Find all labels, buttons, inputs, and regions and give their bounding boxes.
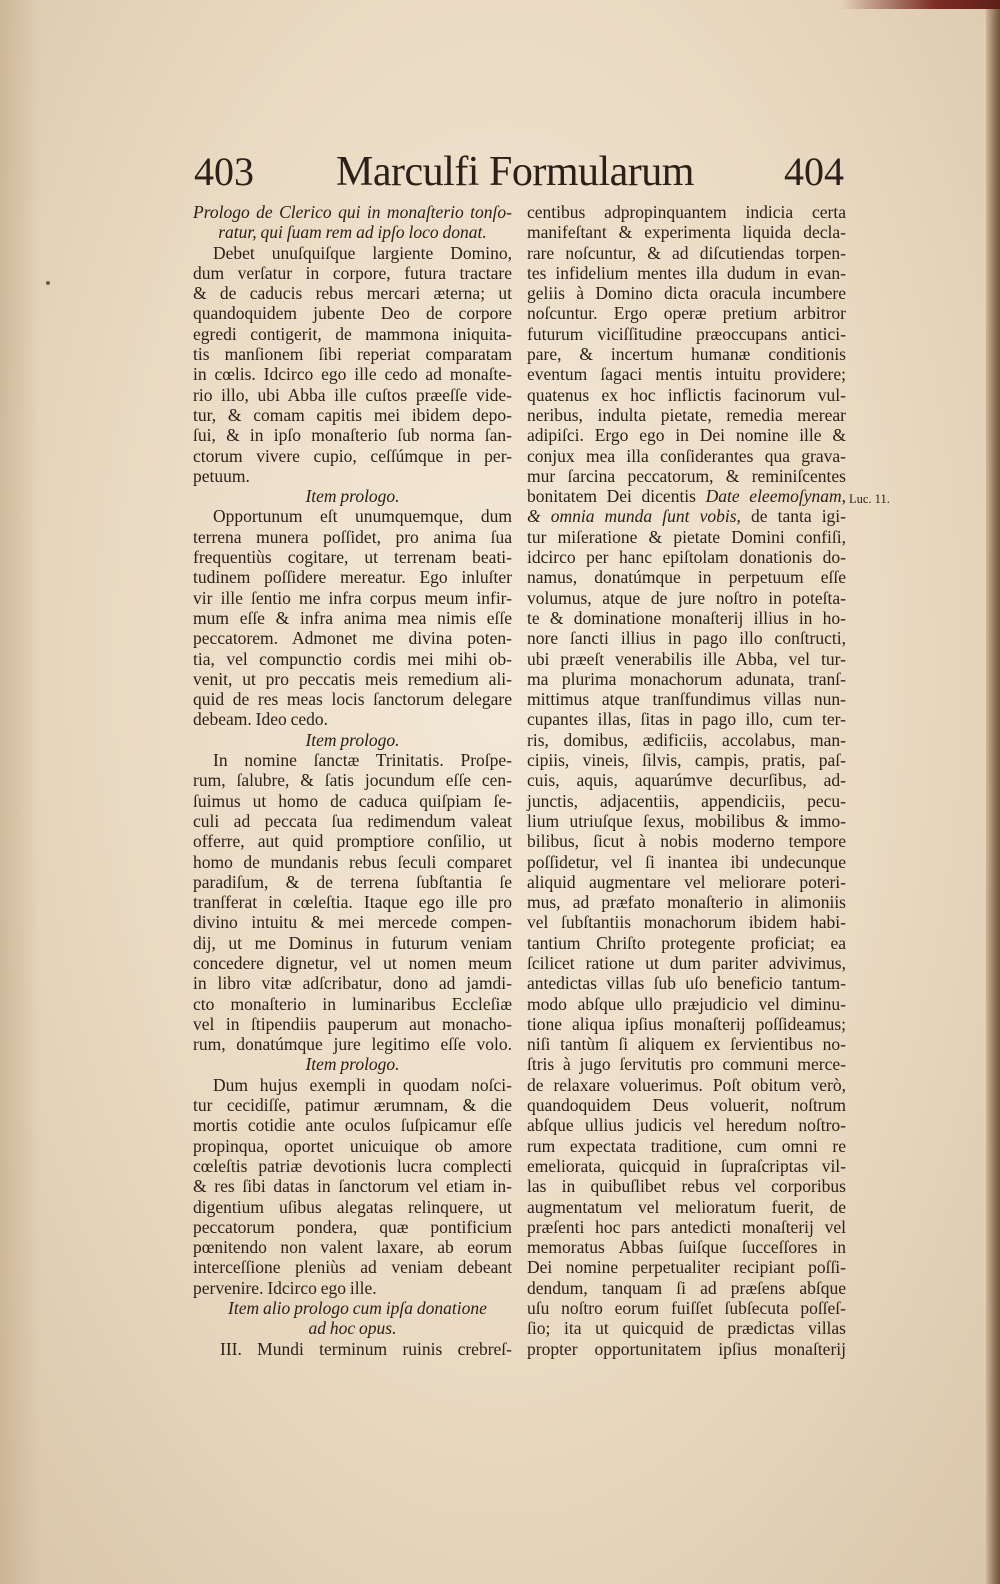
left-text-line: venit, ut pro peccatis meis remedium ali- [193, 668, 512, 689]
right-text-line: poſſidetur, vel ſi inantea ibi undecunque [527, 851, 846, 872]
running-title: Marculfi Formularum [336, 149, 694, 195]
left-text-line: mortis cotidie ante oculos ſuſpicamur eſſe [193, 1115, 512, 1136]
left-text-line: Debet unuſquiſque largiente Domino, [213, 242, 512, 263]
left-text-line: cœleſtis patriæ devotionis lucra complecti [193, 1155, 512, 1176]
right-text-line: rum expectata traditione, cum omni re [527, 1135, 846, 1156]
right-text-line [527, 486, 846, 506]
right-text-line: conjux mea illa conſiderantes qua grava- [527, 445, 846, 466]
right-text-line: pare, & incertum humanæ conditionis [527, 344, 846, 365]
right-text-line: aliquid augmentare vel meliorare poteri- [527, 871, 846, 892]
left-text-line: dum verſatur in corpore, futura tractare [193, 262, 512, 283]
right-text-line: nore ſancti illius in pago illo conſtructi, [527, 628, 846, 649]
left-text-line: tudinem poſſidere mereatur. Ego inluſter [193, 567, 512, 588]
page-number-right: 404 [784, 149, 844, 194]
right-text-line: ſtris à jugo ſervitutis pro communi merce- [527, 1054, 846, 1075]
left-text-line: ſuimus ut homo de caduca quiſpiam ſe- [193, 790, 512, 811]
left-text-line: tranſferat in cœleſtia. Itaque ego ille pro [193, 892, 512, 913]
left-text-line: petuum. [193, 465, 250, 486]
right-text-line: ſcilicet ratione ut dum pariter advivimus, [527, 952, 846, 973]
left-text-line: pœnitendo non valent laxare, ab eorum [193, 1237, 512, 1258]
right-text-line: neribus, indulta pietate, remedia merear [527, 404, 846, 425]
right-text-line: eventum ſagaci mentis intuitu providere; [527, 364, 846, 385]
left-text-line: debeam. Ideo cedo. [193, 709, 329, 730]
right-text-line: Dei nomine perpetualiter recipiant poſſi- [527, 1257, 846, 1278]
cover-corner [840, 0, 1000, 9]
left-text-line: egredi contigerit, de mammona iniquita- [193, 323, 512, 344]
right-text-line: uſu noſtro eorum fuiſſet ſubſecuta poſſeſ- [527, 1298, 846, 1319]
right-text-line: abſque ullius judicis vel heredum noſtro- [527, 1115, 846, 1136]
right-text-line: tione aliqua ipſius monaſterij poſſideamus; [527, 1013, 846, 1034]
right-text-segment: & omnia munda ſunt vobis [527, 506, 737, 527]
page-number-left: 403 [194, 149, 254, 194]
right-text-segment: Date eleemoſynam, [705, 486, 847, 507]
right-text-line: quatenus ex hoc inflictis facinorum vul- [527, 384, 846, 405]
paper-speck [46, 281, 50, 285]
right-text-line: futurum viciſſitudine præoccupans antici- [527, 323, 846, 344]
left-text-line: & de caducis rebus mercari æterna; ut [193, 283, 512, 304]
left-text-line: In nomine ſanctæ Trinitatis. Proſpe- [213, 750, 512, 771]
left-text-line: interceſſione pleniùs ad veniam debeant [193, 1257, 512, 1278]
right-text-segment: , de tanta igi- [736, 506, 847, 527]
right-text-line: cuis, aquis, aquarúmve decurſibus, ad- [527, 770, 846, 791]
left-heading-line: ratur, qui ſuam rem ad ipſo loco donat. [218, 222, 487, 243]
left-heading-line: Item prologo. [305, 486, 400, 507]
right-text-line: de relaxare voluerimus. Poſt obitum verò, [527, 1074, 846, 1095]
left-text-line: vir ille ſentio me infra corpus meum infir- [193, 587, 512, 608]
right-text-line: mus, ad præfato monaſterio in alimoniis [527, 892, 846, 913]
left-text-line: tia, vel compunctio cordis mei mihi ob- [193, 648, 512, 669]
right-text-line: cipiis, vineis, ſilvis, campis, pratis, paſ- [527, 750, 846, 771]
left-heading-line: Item alio prologo cum ipſa donatione [228, 1298, 487, 1319]
right-text-line: memoratus Abbas ſuiſque ſucceſſores in [527, 1237, 846, 1258]
right-text-line: centibus adpropinquantem indicia certa [527, 202, 846, 222]
right-text-segment: bonitatem Dei dicentis [527, 486, 706, 507]
left-text-line: tur, & comam capitis mei ibidem depo- [193, 404, 512, 425]
right-text-line: emeliorata, quicquid in ſupraſcriptas vil- [527, 1155, 846, 1176]
left-text-line: tur cecidiſſe, patimur ærumnam, & die [193, 1095, 512, 1116]
left-text-line: vel in ſtipendiis pauperum aut monacho- [193, 1013, 512, 1034]
right-text-line: propter opportunitatem ipſius monaſterij [527, 1338, 846, 1359]
left-column [193, 202, 512, 1359]
right-text-line: quandoquidem Deus voluerit, noſtrum [527, 1095, 846, 1116]
left-text-line: dij, ut me Dominus in futurum veniam [193, 932, 512, 953]
left-text-line: peccatorem. Admonet me divina poten- [193, 628, 512, 649]
left-text-line: rum, donatúmque jure legitimo eſſe volo. [193, 1034, 512, 1055]
left-text-line: Dum hujus exempli in quodam noſci- [213, 1074, 512, 1095]
right-text-line: adipiſci. Ergo ego in Dei nomine ille & [527, 425, 846, 446]
left-text-line: propinqua, oportet unicuique ob amore [193, 1135, 512, 1156]
right-text-line: te & dominatione monaſterij illius in ho- [527, 607, 846, 628]
left-heading-line: Item prologo. [305, 1054, 400, 1075]
left-text-line: homo de mundanis rebus ſeculi comparet [193, 851, 512, 872]
left-text-line: culi ad peccata ſua redimendum valeat [193, 810, 512, 831]
left-text-line: ſui, & in ipſo monaſterio ſub norma ſan- [193, 425, 512, 446]
left-text-line: frequentiùs cogitare, ut terrenam beati- [193, 547, 512, 568]
left-text-line: cto monaſterio in luminaribus Eccleſiæ [193, 993, 512, 1014]
right-text-line: præſenti hoc pars antedicti monaſterij vel [527, 1216, 846, 1237]
right-text-line: las in quibuſlibet rebus vel corporibus [527, 1176, 846, 1197]
right-text-line: tes infidelium mentes illa dudum in evan- [527, 262, 846, 283]
left-text-line: in cœlis. Idcirco ego ille cedo ad monaſte- [193, 364, 512, 385]
right-text-line: niſi tantùm ſi aliquem ex ſervientibus no- [527, 1034, 846, 1055]
left-text-line: III. Mundi terminum ruinis crebreſ- [220, 1338, 512, 1359]
right-text-line: ris, domibus, ædificiis, accolabus, man- [527, 729, 846, 750]
left-text-line: terrena munera poſſidet, pro anima ſua [193, 526, 512, 547]
right-text-line: modo abſque ullo præjudicio vel diminu- [527, 993, 846, 1014]
left-text-line: & res ſibi datas in ſanctorum vel etiam in- [193, 1176, 512, 1197]
margin-note: Luc. 11. [849, 492, 890, 506]
right-text-line: ſio; ita ut quicquid de prædictas villas [527, 1318, 846, 1339]
right-text-line: volumus, atque de jure noſtro in poteſta- [527, 587, 846, 608]
left-text-line: Opportunum eſt unumquemque, dum [213, 506, 512, 527]
right-text-line: dendum, tanquam ſi ad præſens abſque [527, 1277, 846, 1298]
right-text-line: rare noſcuntur, & ad diſcutiendas torpen- [527, 242, 846, 263]
right-text-line: idcirco per hanc epiſtolam donationis do- [527, 547, 846, 568]
left-text-line: pervenire. Idcirco ego ille. [193, 1277, 377, 1298]
left-heading-line: Item prologo. [305, 729, 400, 750]
left-text-line: tis manſionem ſibi reperiat comparatam [193, 344, 512, 365]
right-text-line: antedictas villas ſub uſo beneficio tantum- [527, 973, 846, 994]
right-text-line: mittimus atque tranſfundimus villas nun- [527, 689, 846, 710]
right-text-line: vel ſubſtantiis monachorum ibidem habi- [527, 912, 846, 933]
right-text-line: junctis, adjacentiis, appendiciis, pecu- [527, 790, 846, 811]
left-heading-line: Prologo de Clerico qui in monaſterio tonſo- [193, 202, 512, 222]
left-text-line: peccatorum pondera, quæ pontificium [193, 1216, 512, 1237]
right-text-line [527, 506, 846, 526]
left-text-line: quid de res meas locis ſanctorum delegare [193, 689, 512, 710]
left-text-line: concedere dignetur, vel ut nomen meum [193, 952, 512, 973]
left-heading-line: ad hoc opus. [308, 1318, 397, 1339]
left-text-line: mum eſſe & infra anima mea nimis eſſe [193, 607, 512, 628]
left-text-line: rio illo, ubi Abba ille cuſtos præeſſe vide- [193, 384, 512, 405]
right-text-line: cupantes illas, ſitas in pago illo, cum ter- [527, 709, 846, 730]
right-text-line: manifeſtant & experimenta liquida decla- [527, 222, 846, 243]
left-text-line: quandoquidem jubente Deo de corpore [193, 303, 512, 324]
left-text-line: in libro vitæ adſcribatur, dono ad jamdi- [193, 973, 512, 994]
right-text-line: ma plurima monachorum adunata, tranſ- [527, 668, 846, 689]
page-left-shadow [0, 0, 40, 1584]
left-text-line: rum, ſalubre, & ſatis jocundum eſſe cen- [193, 770, 512, 791]
right-text-line: namus, donatúmque in perpetuum eſſe [527, 567, 846, 588]
left-text-line: digentium uſibus alegatas relinquere, ut [193, 1196, 512, 1217]
right-text-line: tur miſeratione & pietate Domini confiſi, [527, 526, 846, 547]
right-text-line: ubi præeſt venerabilis ille Abba, vel tur- [527, 648, 846, 669]
page-binding-edge [986, 0, 1000, 1584]
left-text-line: ctorum vivere cupio, ceſſúmque in per- [193, 445, 512, 466]
right-text-line: mur ſarcina peccatorum, & reminiſcentes [527, 465, 846, 486]
left-text-line: divino intuitu & mei mercede compen- [193, 912, 512, 933]
right-text-line: augmentatum vel melioratum fuerit, de [527, 1196, 846, 1217]
left-text-line: paradiſum, & de terrena ſubſtantia ſe [193, 871, 512, 892]
right-column [527, 202, 846, 1359]
left-text-line: offerre, aut quid promptiore conſilio, ut [193, 831, 512, 852]
right-text-line: tantium Chriſto protegente proficiat; ea [527, 932, 846, 953]
right-text-line: geliis à Domino dicta oracula incumbere [527, 283, 846, 304]
right-text-line: noſcuntur. Ergo operæ pretium arbitror [527, 303, 846, 324]
right-text-line: lium utriuſque ſexus, mobilibus & immo- [527, 810, 846, 831]
right-text-line: bilibus, ſicut à nobis moderno tempore [527, 831, 846, 852]
